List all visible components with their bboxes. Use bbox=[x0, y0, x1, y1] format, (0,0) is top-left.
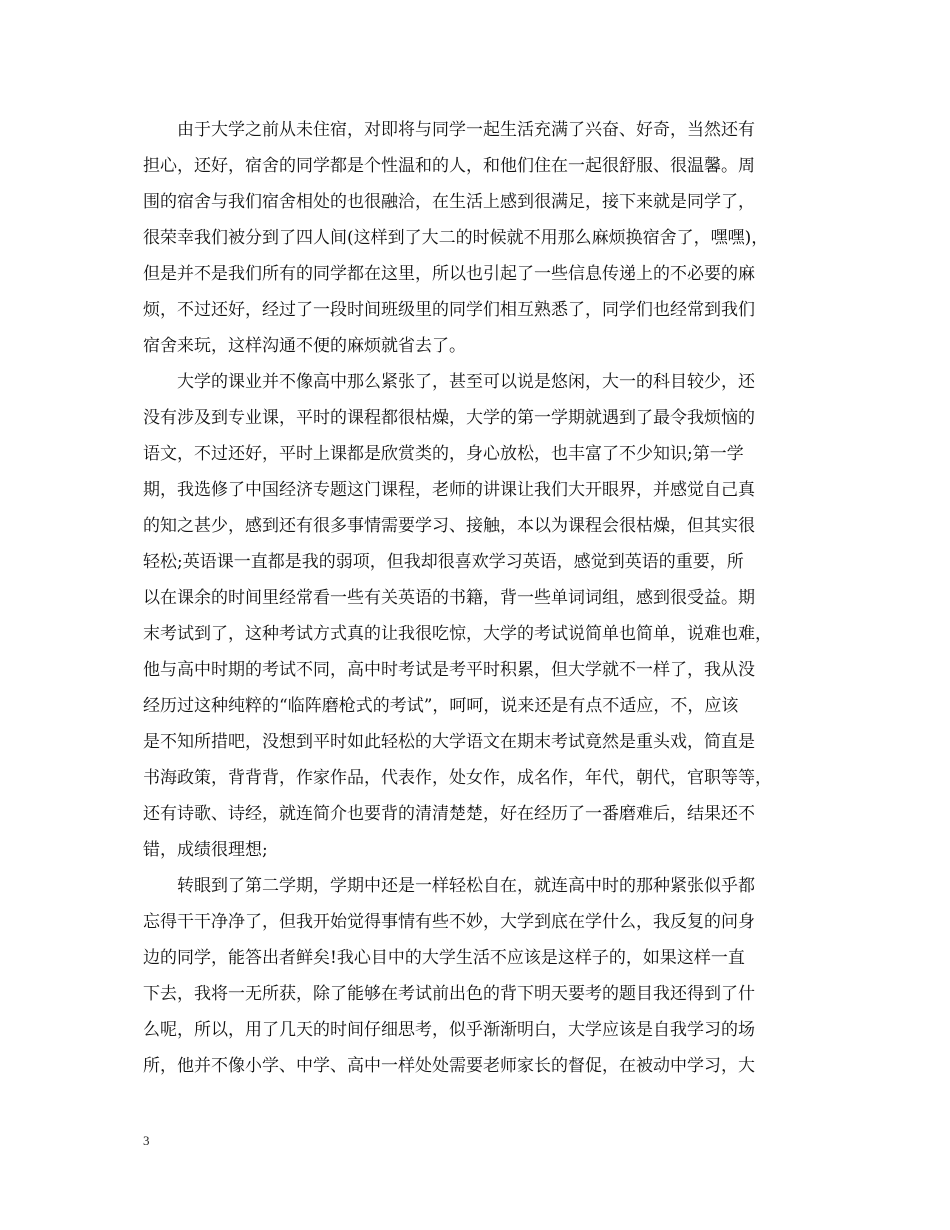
text-line: 以在课余的时间里经常看一些有关英语的书籍，背一些单词词组，感到很受益。期 bbox=[143, 588, 755, 608]
text-line: 经历过这种纯粹的“临阵磨枪式的考试”，呵呵，说来还是有点不适应，不，应该 bbox=[143, 696, 739, 716]
text-line: 忘得干干净净了，但我开始觉得事情有些不妙，大学到底在学什么，我反复的问身 bbox=[143, 912, 755, 932]
text-line: 大学的课业并不像高中那么紧张了，甚至可以说是悠闲，大一的科目较少，还 bbox=[143, 372, 755, 392]
text-line: 还有诗歌、诗经，就连简介也要背的清清楚楚，好在经历了一番磨难后，结果还不 bbox=[143, 804, 755, 824]
text-line: 围的宿舍与我们宿舍相处的也很融洽，在生活上感到很满足，接下来就是同学了， bbox=[143, 192, 755, 212]
text-line: 烦，不过还好，经过了一段时间班级里的同学们相互熟悉了，同学们也经常到我们 bbox=[143, 300, 755, 320]
text-line: 转眼到了第二学期，学期中还是一样轻松自在，就连高中时的那种紧张似乎都 bbox=[143, 876, 755, 896]
text-line: 边的同学，能答出者鲜矣!我心目中的大学生活不应该是这样子的，如果这样一直 bbox=[143, 948, 745, 968]
text-line: 由于大学之前从未住宿，对即将与同学一起生活充满了兴奋、好奇，当然还有 bbox=[143, 120, 755, 140]
text-line: 但是并不是我们所有的同学都在这里，所以也引起了一些信息传递上的不必要的麻 bbox=[143, 264, 755, 284]
text-line: 语文，不过还好，平时上课都是欣赏类的，身心放松，也丰富了不少知识;第一学 bbox=[143, 444, 744, 464]
text-line: 的知之甚少，感到还有很多事情需要学习、接触，本以为课程会很枯燥，但其实很 bbox=[143, 516, 755, 536]
text-line: 很荣幸我们被分到了四人间(这样到了大二的时候就不用那么麻烦换宿舍了，嘿嘿)， bbox=[143, 228, 769, 248]
text-line: 错，成绩很理想; bbox=[143, 840, 268, 860]
text-line: 他与高中时期的考试不同，高中时考试是考平时积累，但大学就不一样了，我从没 bbox=[143, 660, 755, 680]
text-line: 担心，还好，宿舍的同学都是个性温和的人，和他们住在一起很舒服、很温馨。周 bbox=[143, 156, 755, 176]
text-line: 是不知所措吧，没想到平时如此轻松的大学语文在期末考试竟然是重头戏，简直是 bbox=[143, 732, 755, 752]
text-line: 末考试到了，这种考试方式真的让我很吃惊，大学的考试说简单也简单，说难也难， bbox=[143, 624, 772, 644]
text-line: 轻松;英语课一直都是我的弱项，但我却很喜欢学习英语，感觉到英语的重要，所 bbox=[143, 552, 744, 572]
text-line: 下去，我将一无所获，除了能够在考试前出色的背下明天要考的题目我还得到了什 bbox=[143, 984, 755, 1004]
text-line: 没有涉及到专业课，平时的课程都很枯燥，大学的第一学期就遇到了最令我烦恼的 bbox=[143, 408, 755, 428]
text-line: 期，我选修了中国经济专题这门课程，老师的讲课让我们大开眼界，并感觉自己真 bbox=[143, 480, 755, 500]
page-number: 3 bbox=[143, 1133, 150, 1148]
text-line: 么呢，所以，用了几天的时间仔细思考，似乎渐渐明白，大学应该是自我学习的场 bbox=[143, 1020, 755, 1040]
text-line: 书海政策，背背背，作家作品，代表作，处女作，成名作，年代，朝代，官职等等， bbox=[143, 768, 772, 788]
text-line: 宿舍来玩，这样沟通不便的麻烦就省去了。 bbox=[143, 336, 466, 356]
text-line: 所，他并不像小学、中学、高中一样处处需要老师家长的督促，在被动中学习，大 bbox=[143, 1056, 755, 1076]
